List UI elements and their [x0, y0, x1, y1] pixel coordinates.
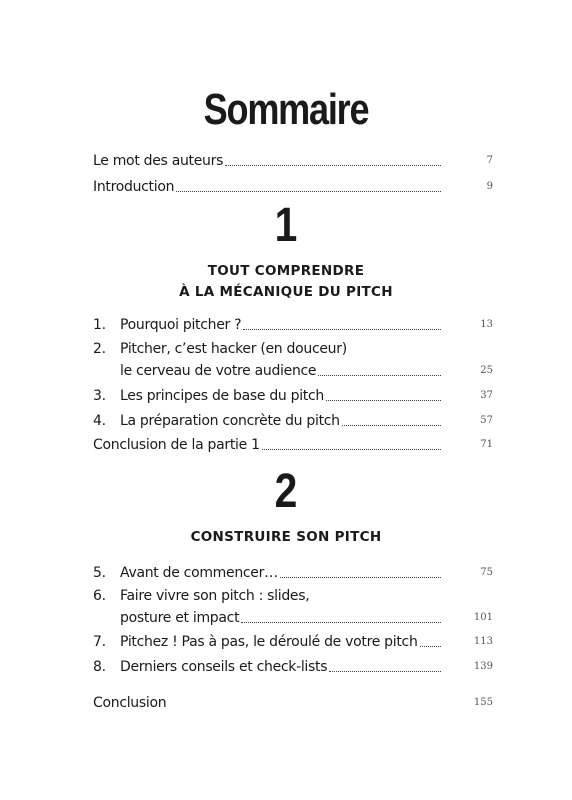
- toc-entry-chapter-8[interactable]: [93, 658, 493, 676]
- leader-dots: [326, 399, 441, 401]
- toc-entry-label: Pitchez ! Pas à pas, le déroulé de votre pitch: [120, 634, 418, 650]
- leader-dots: [329, 670, 441, 672]
- toc-entry-label-continued: posture et impact: [120, 610, 240, 626]
- toc-entry-label: Avant de commencer…: [120, 565, 278, 581]
- toc-entry-label: Pitcher, c’est hacker (en douceur): [120, 341, 347, 357]
- toc-entry-page: 57: [480, 415, 493, 426]
- toc-entry-chapter-1[interactable]: [93, 316, 493, 334]
- leader-dots: [225, 164, 441, 166]
- toc-entry-introduction[interactable]: [93, 178, 493, 196]
- toc-entry-label: Derniers conseils et check-lists: [120, 659, 328, 675]
- toc-entry-chapter-4[interactable]: [93, 412, 493, 430]
- toc-entry-page: 71: [480, 439, 493, 450]
- page-title: Sommaire: [203, 85, 369, 134]
- chapter-number: 8.: [93, 659, 106, 675]
- toc-entry-page: 9: [486, 181, 493, 192]
- chapter-number: 2.: [93, 341, 106, 357]
- part-number-1: 1: [274, 199, 298, 252]
- toc-entry-page: 113: [473, 636, 493, 647]
- toc-entry-label: La préparation concrète du pitch: [120, 413, 340, 429]
- chapter-number: 5.: [93, 565, 106, 581]
- leader-dots: [318, 374, 441, 376]
- toc-entry-label: Introduction: [93, 179, 175, 195]
- toc-entry-label-continued: le cerveau de votre audience: [120, 363, 317, 379]
- toc-entry-mot-des-auteurs[interactable]: [93, 152, 493, 170]
- toc-entry-chapter-5[interactable]: [93, 564, 493, 582]
- toc-entry-label: Conclusion de la partie 1: [93, 437, 260, 453]
- toc-entry-conclusion[interactable]: [93, 694, 493, 712]
- leader-dots: [176, 190, 441, 192]
- toc-entry-chapter-6-line2[interactable]: [120, 609, 493, 627]
- toc-entry-label: Le mot des auteurs: [93, 153, 224, 169]
- toc-entry-page: 75: [480, 567, 493, 578]
- toc-entry-label: Conclusion: [93, 695, 167, 711]
- toc-entry-chapter-2-line1[interactable]: [93, 340, 493, 358]
- chapter-number: 1.: [93, 317, 106, 333]
- toc-entry-page: 37: [480, 390, 493, 401]
- chapter-number: 4.: [93, 413, 106, 429]
- part-number-2: 2: [274, 465, 298, 518]
- toc-entry-chapter-2-line2[interactable]: [120, 362, 493, 380]
- part-2-heading: CONSTRUIRE SON PITCH: [190, 529, 382, 545]
- toc-entry-page: 25: [480, 365, 493, 376]
- chapter-number: 7.: [93, 634, 106, 650]
- toc-entry-page: 13: [480, 319, 493, 330]
- toc-entry-page: 139: [473, 661, 493, 672]
- leader-dots: [243, 328, 441, 330]
- leader-dots: [342, 424, 441, 426]
- part-1-heading-line2: À LA MÉCANIQUE DU PITCH: [179, 284, 393, 300]
- leader-dots: [262, 448, 441, 450]
- toc-entry-chapter-7[interactable]: [93, 633, 493, 651]
- toc-entry-page: 7: [486, 155, 493, 166]
- toc-entry-label: Faire vivre son pitch : slides,: [120, 588, 310, 604]
- leader-dots: [241, 621, 441, 623]
- toc-entry-conclusion-partie-1[interactable]: [93, 436, 493, 454]
- part-1-heading-line1: TOUT COMPRENDRE: [207, 263, 365, 279]
- chapter-number: 3.: [93, 388, 106, 404]
- toc-entry-chapter-6-line1[interactable]: [93, 587, 493, 605]
- toc-entry-label: Les principes de base du pitch: [120, 388, 324, 404]
- toc-entry-page: 155: [473, 697, 493, 708]
- toc-entry-label: Pourquoi pitcher ?: [120, 317, 242, 333]
- leader-dots: [280, 576, 441, 578]
- toc-entry-chapter-3[interactable]: [93, 387, 493, 405]
- toc-entry-page: 101: [473, 612, 493, 623]
- leader-dots: [420, 645, 441, 647]
- chapter-number: 6.: [93, 588, 106, 604]
